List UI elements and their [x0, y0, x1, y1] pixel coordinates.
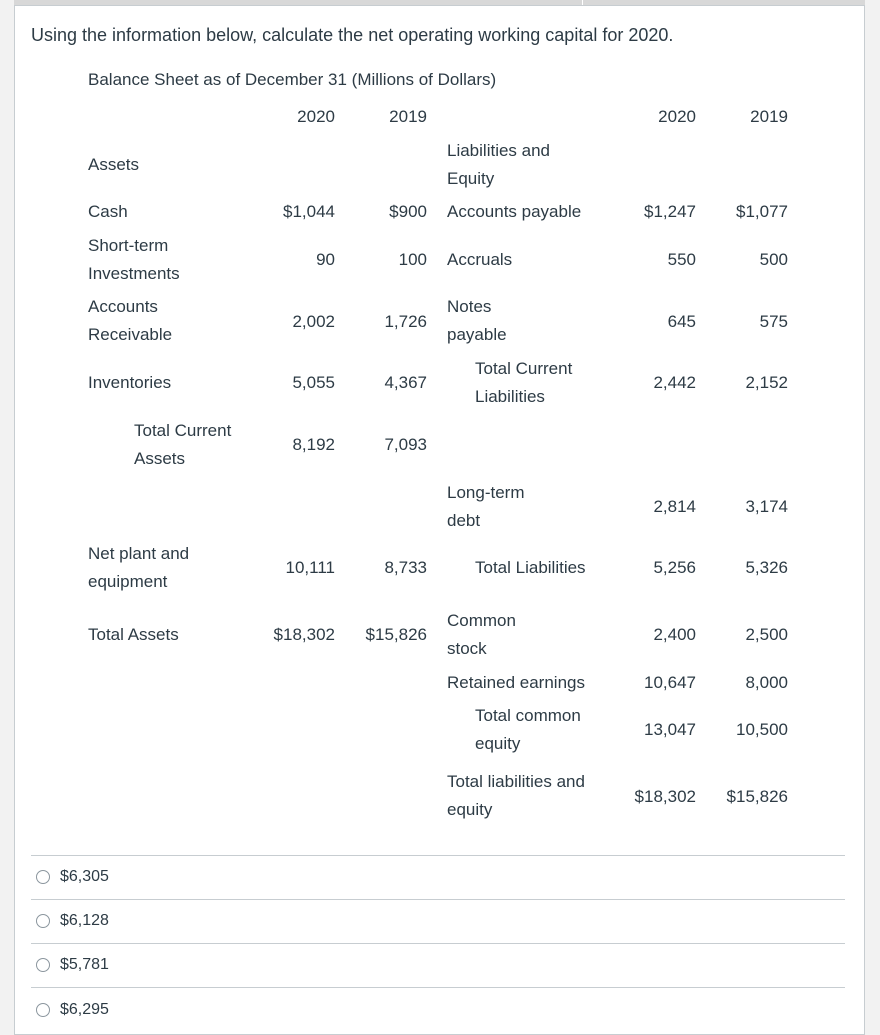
- cash-2020: $1,044: [283, 202, 335, 221]
- sti-2020: 90: [316, 250, 335, 269]
- question-text: Using the information below, calculate the net operating working capital for 2020.: [31, 25, 674, 45]
- total-assets-2020: $18,302: [273, 625, 335, 644]
- ar-2019: 1,726: [384, 312, 427, 331]
- header-left-2019: 2019: [389, 107, 427, 126]
- ar-label-1: Accounts: [88, 297, 158, 316]
- tca-label-2: Assets: [134, 449, 186, 468]
- tca-label-1: Total Current: [134, 421, 232, 440]
- ap-2020: $1,247: [644, 202, 696, 221]
- radio-button-icon[interactable]: [36, 958, 50, 972]
- answer-option-label[interactable]: $6,295: [60, 1001, 109, 1018]
- tle-2020: $18,302: [634, 787, 696, 806]
- tca-2019: 7,093: [384, 435, 427, 454]
- cs-label-1: Common: [447, 611, 516, 630]
- ltd-2019: 3,174: [745, 497, 788, 516]
- accruals-2020: 550: [667, 250, 696, 269]
- tca-2020: 8,192: [292, 435, 335, 454]
- cs-2019: 2,500: [745, 625, 788, 644]
- answer-option-label[interactable]: $6,305: [60, 868, 109, 885]
- ap-2019: $1,077: [736, 202, 788, 221]
- inventories-2019: 4,367: [384, 373, 427, 392]
- radio-button-icon[interactable]: [36, 914, 50, 928]
- accruals-2019: 500: [759, 250, 788, 269]
- ppe-label-2: equipment: [88, 572, 168, 591]
- ppe-2020: 10,111: [285, 558, 335, 577]
- liabilities-heading-1: Liabilities and: [447, 141, 551, 160]
- ltd-2020: 2,814: [653, 497, 696, 516]
- answer-option-label[interactable]: $5,781: [60, 956, 109, 973]
- answer-option-label[interactable]: $6,128: [60, 912, 109, 929]
- ltd-label-1: Long-term: [447, 483, 525, 502]
- tle-label-2: equity: [447, 800, 493, 819]
- ar-2020: 2,002: [292, 312, 335, 331]
- sti-label-2: Investments: [88, 264, 180, 283]
- table-title: Balance Sheet as of December 31 (Millions of Dollars): [88, 70, 497, 89]
- accruals-label: Accruals: [447, 250, 513, 269]
- re-2020: 10,647: [644, 673, 696, 692]
- divider: [31, 855, 845, 856]
- radio-button-icon[interactable]: [36, 870, 50, 884]
- tcl-label-2: Liabilities: [475, 387, 545, 406]
- notes-label-2: payable: [447, 325, 507, 344]
- inventories-label: Inventories: [88, 373, 172, 392]
- inventories-2020: 5,055: [292, 373, 335, 392]
- header-left-2020: 2020: [297, 107, 335, 126]
- divider: [31, 987, 845, 988]
- tcl-label-1: Total Current: [475, 359, 573, 378]
- cash-label: Cash: [88, 202, 128, 221]
- sti-2019: 100: [398, 250, 427, 269]
- notes-label-1: Notes: [447, 297, 492, 316]
- ppe-2019: 8,733: [384, 558, 427, 577]
- tl-2020: 5,256: [653, 558, 696, 577]
- tle-2019: $15,826: [726, 787, 788, 806]
- divider: [31, 943, 845, 944]
- total-assets-label: Total Assets: [88, 625, 179, 644]
- cash-2019: $900: [389, 202, 427, 221]
- tce-label-1: Total common: [475, 706, 581, 725]
- notes-2020: 645: [667, 312, 696, 331]
- divider: [31, 899, 845, 900]
- ltd-label-2: debt: [447, 511, 481, 530]
- header-right-2019: 2019: [750, 107, 788, 126]
- header-right-2020: 2020: [658, 107, 696, 126]
- re-2019: 8,000: [745, 673, 788, 692]
- notes-2019: 575: [759, 312, 788, 331]
- tce-2019: 10,500: [736, 720, 788, 739]
- tce-label-2: equity: [475, 734, 521, 753]
- assets-heading: Assets: [88, 155, 140, 174]
- re-label: Retained earnings: [447, 673, 585, 692]
- question-card: [14, 5, 865, 1035]
- ppe-label-1: Net plant and: [88, 544, 190, 563]
- total-assets-2019: $15,826: [365, 625, 427, 644]
- tcl-2020: 2,442: [653, 373, 696, 392]
- ap-label: Accounts payable: [447, 202, 582, 221]
- cs-label-2: stock: [447, 639, 487, 658]
- tce-2020: 13,047: [644, 720, 696, 739]
- radio-button-icon[interactable]: [36, 1003, 50, 1017]
- tcl-2019: 2,152: [745, 373, 788, 392]
- tle-label-1: Total liabilities and: [447, 772, 585, 791]
- ar-label-2: Receivable: [88, 325, 173, 344]
- liabilities-heading-2: Equity: [447, 169, 495, 188]
- cs-2020: 2,400: [653, 625, 696, 644]
- tl-2019: 5,326: [745, 558, 788, 577]
- tl-label: Total Liabilities: [475, 558, 586, 577]
- sti-label-1: Short-term: [88, 236, 169, 255]
